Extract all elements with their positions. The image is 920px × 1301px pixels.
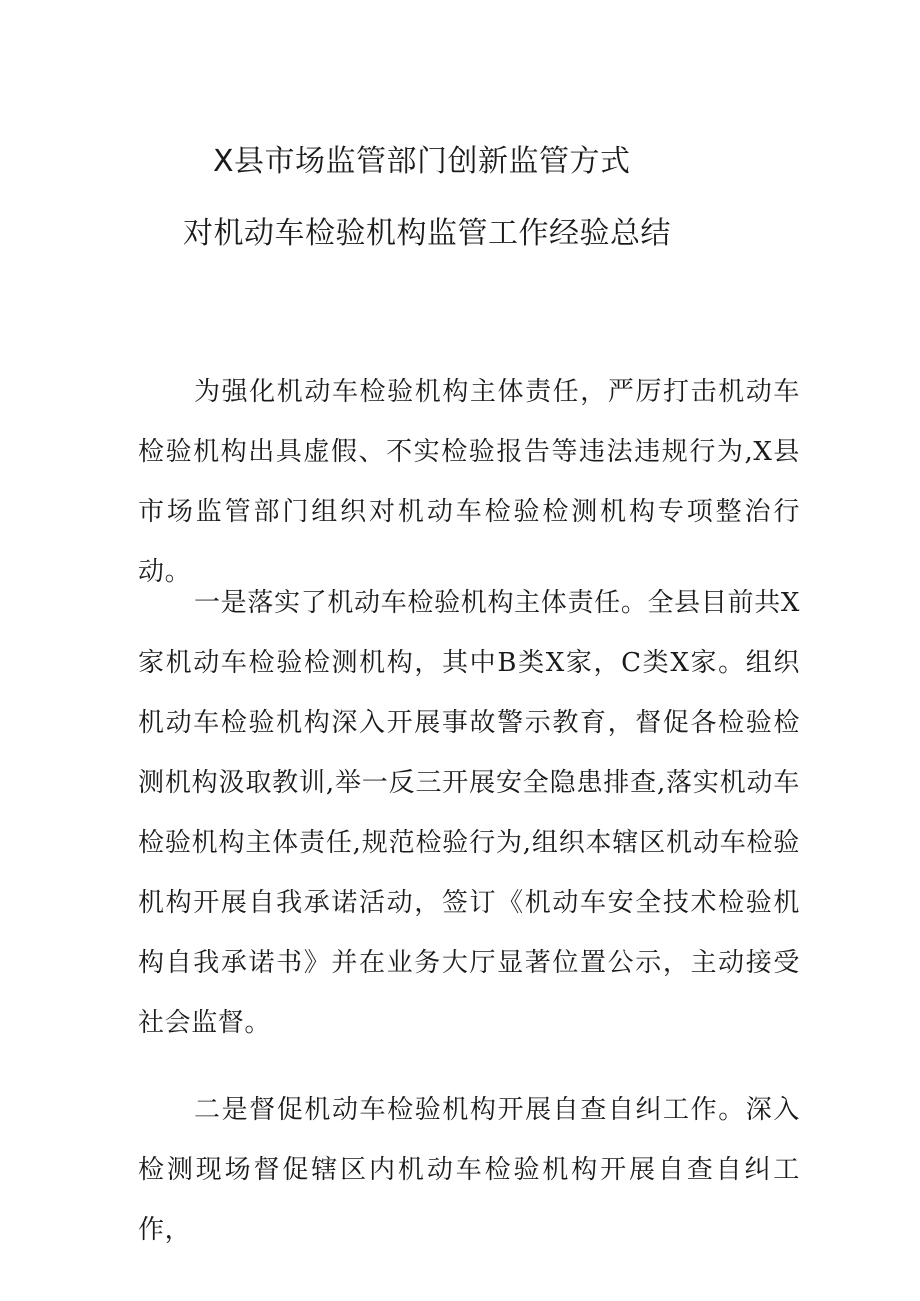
- document-title-line-1: X县市场监管部门创新监管方式: [213, 144, 631, 179]
- document-title-line-2: 对机动车检验机构监管工作经验总结: [183, 216, 671, 251]
- paragraph-point-one: 一是落实了机动车检验机构主体责任。全县目前共X家机动车检验检测机构，其中B类X家，C类X家。组织机动车检验机构深入开展事故警示教育，督促各检验检测机构汲取教训,举一反三开展安全隐患排查,落实机动车检验机构主体责任,规范检验行为,组织本辖区机动车检验机构开展自我承诺活动，签订《机动车安全技术检验机构自我承诺书》并在业务大厅显著位置公示，主动接受社会监督。: [138, 588, 800, 1038]
- paragraph-point-two: 二是督促机动车检验机构开展自查自纠工作。深入检测现场督促辖区内机动车检验机构开展自查自纠工作，: [138, 1095, 800, 1245]
- paragraph-intro: 为强化机动车检验机构主体责任，严厉打击机动车检验机构出具虚假、不实检验报告等违法违规行为,X县市场监管部门组织对机动车检验检测机构专项整治行动。: [138, 377, 800, 587]
